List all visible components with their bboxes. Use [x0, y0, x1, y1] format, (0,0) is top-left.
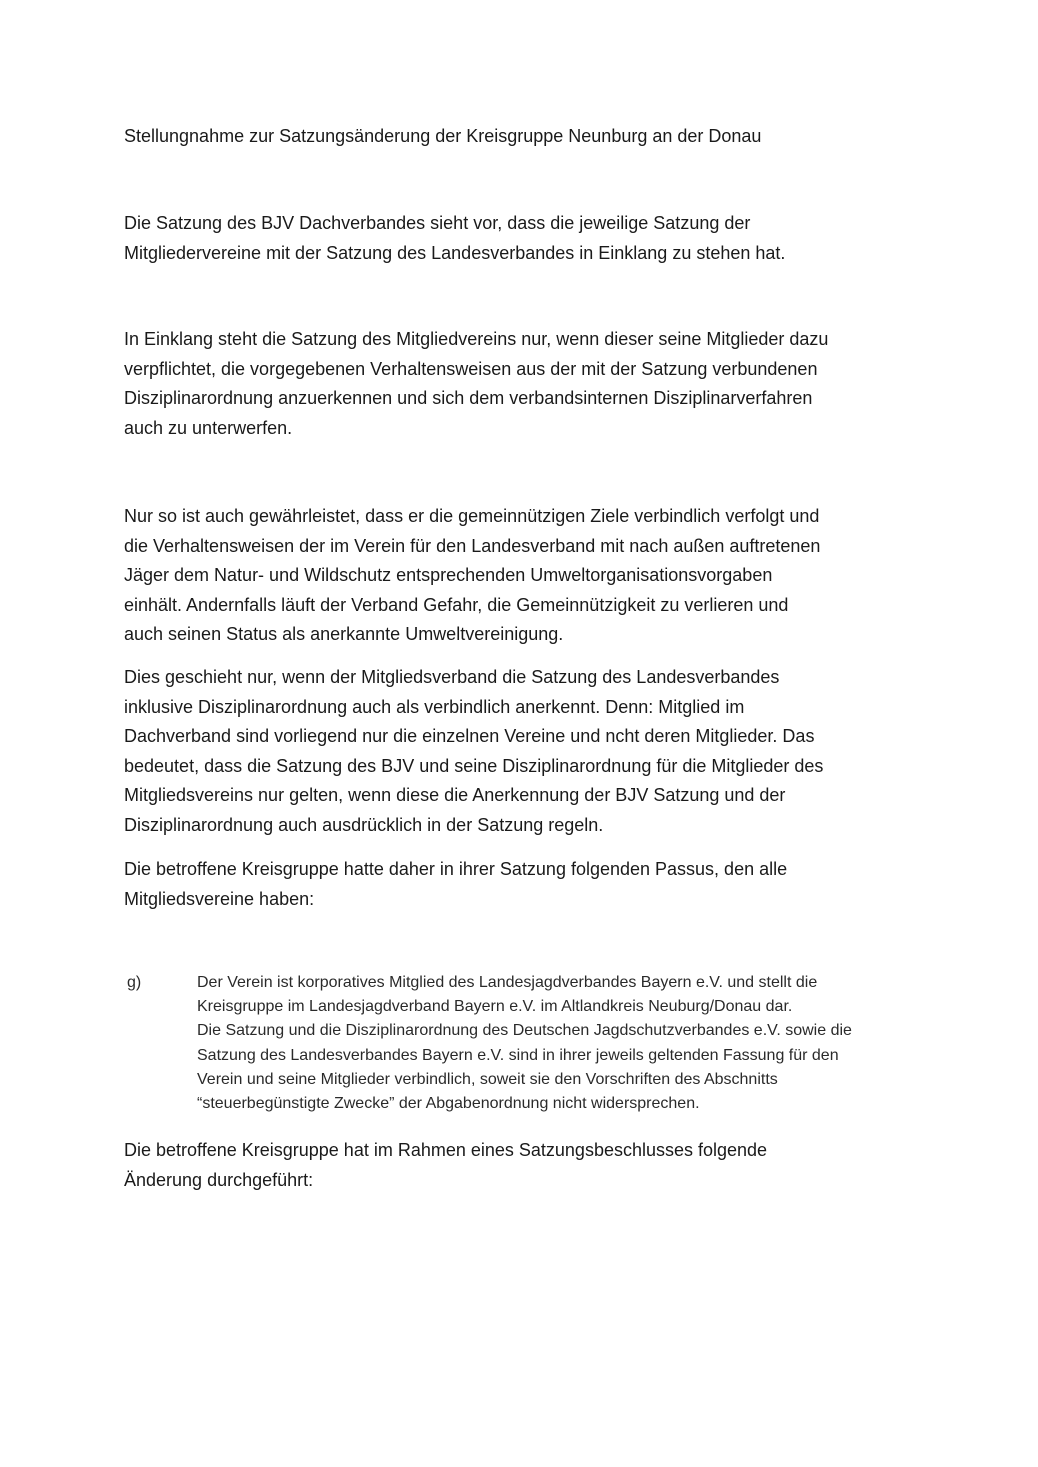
paragraph-line: Die Satzung des BJV Dachverbandes sieht vor, dass die jeweilige Satzung der [124, 213, 751, 233]
excerpt-line: Die Satzung und die Disziplinarordnung des Deutschen Jagdschutzverbandes e.V. sowie die [197, 1022, 852, 1040]
paragraph-line: Mitgliedervereine mit der Satzung des Landesverbandes in Einklang zu stehen hat. [124, 242, 786, 263]
excerpt-body [197, 971, 927, 1116]
paragraph-line: In Einklang steht die Satzung des Mitgliedvereins nur, wenn dieser seine Mitglieder dazu [124, 329, 829, 349]
paragraph-line: inklusive Disziplinarordnung auch als verbindlich anerkennt. Denn: Mitglied im [124, 696, 745, 717]
excerpt-marker: g) [127, 974, 142, 991]
paragraph-line: die Verhaltensweisen der im Verein für den Landesverband mit nach außen auftretenen [124, 535, 821, 556]
paragraph-line: Jäger dem Natur- und Wildschutz entsprechenden Umweltorganisationsvorgaben [124, 565, 773, 586]
paragraph-2 [124, 325, 924, 443]
paragraph-5 [124, 855, 924, 914]
excerpt-line: Satzung des Landesverbandes Bayern e.V. sind in ihrer jeweils geltenden Fassung für den [197, 1046, 839, 1064]
paragraph-line: auch seinen Status als anerkannte Umweltvereinigung. [124, 624, 564, 645]
paragraph-line: Nur so ist auch gewährleistet, dass er die gemeinnützigen Ziele verbindlich verfolgt und [124, 506, 820, 526]
paragraph-line: auch zu unterwerfen. [124, 417, 293, 438]
closing-paragraph [124, 1136, 924, 1195]
paragraph-line: Änderung durchgeführt: [124, 1169, 314, 1190]
paragraph-1 [124, 209, 924, 268]
paragraph-line: verpflichtet, die vorgegebenen Verhaltensweisen aus der mit der Satzung verbundenen [124, 358, 818, 379]
excerpt-line: Verein und seine Mitglieder verbindlich, soweit sie den Vorschriften des Abschnitts [197, 1070, 778, 1088]
paragraph-line: Disziplinarordnung auch ausdrücklich in der Satzung regeln. [124, 814, 604, 835]
paragraph-line: Dies geschieht nur, wenn der Mitgliedsverband die Satzung des Landesverbandes [124, 667, 780, 687]
excerpt-line: Der Verein ist korporatives Mitglied des Landesjagdverbandes Bayern e.V. und stellt die [197, 974, 818, 991]
paragraph-line: Mitgliedsvereins nur gelten, wenn diese die Anerkennung der BJV Satzung und der [124, 785, 786, 806]
paragraph-line: bedeutet, dass die Satzung des BJV und seine Disziplinarordnung für die Mitglieder des [124, 755, 824, 776]
paragraph-line: Disziplinarordnung anzuerkennen und sich dem verbandsinternen Disziplinarverfahren [124, 388, 813, 409]
paragraph-line: einhält. Andernfalls läuft der Verband Gefahr, die Gemeinnützigkeit zu verlieren und [124, 594, 789, 615]
paragraph-4 [124, 663, 924, 841]
paragraph-line: Dachverband sind vorliegend nur die einzelnen Vereine und ncht deren Mitglieder. Das [124, 726, 815, 747]
document-title [124, 122, 924, 152]
paragraph-3 [124, 502, 924, 650]
statute-excerpt-image [124, 968, 924, 1116]
excerpt-line: “steuerbegünstigte Zwecke” der Abgabenordnung nicht widersprechen. [197, 1095, 700, 1113]
excerpt-line: Kreisgruppe im Landesjagdverband Bayern e.V. im Altlandkreis Neuburg/Donau dar. [197, 998, 793, 1016]
paragraph-line: Die betroffene Kreisgruppe hat im Rahmen eines Satzungsbeschlusses folgende [124, 1140, 768, 1160]
title-line: Stellungnahme zur Satzungsänderung der Kreisgruppe Neunburg an der Donau [124, 126, 762, 146]
paragraph-line: Die betroffene Kreisgruppe hatte daher in ihrer Satzung folgenden Passus, den alle [124, 859, 788, 879]
paragraph-line: Mitgliedsvereine haben: [124, 888, 315, 909]
